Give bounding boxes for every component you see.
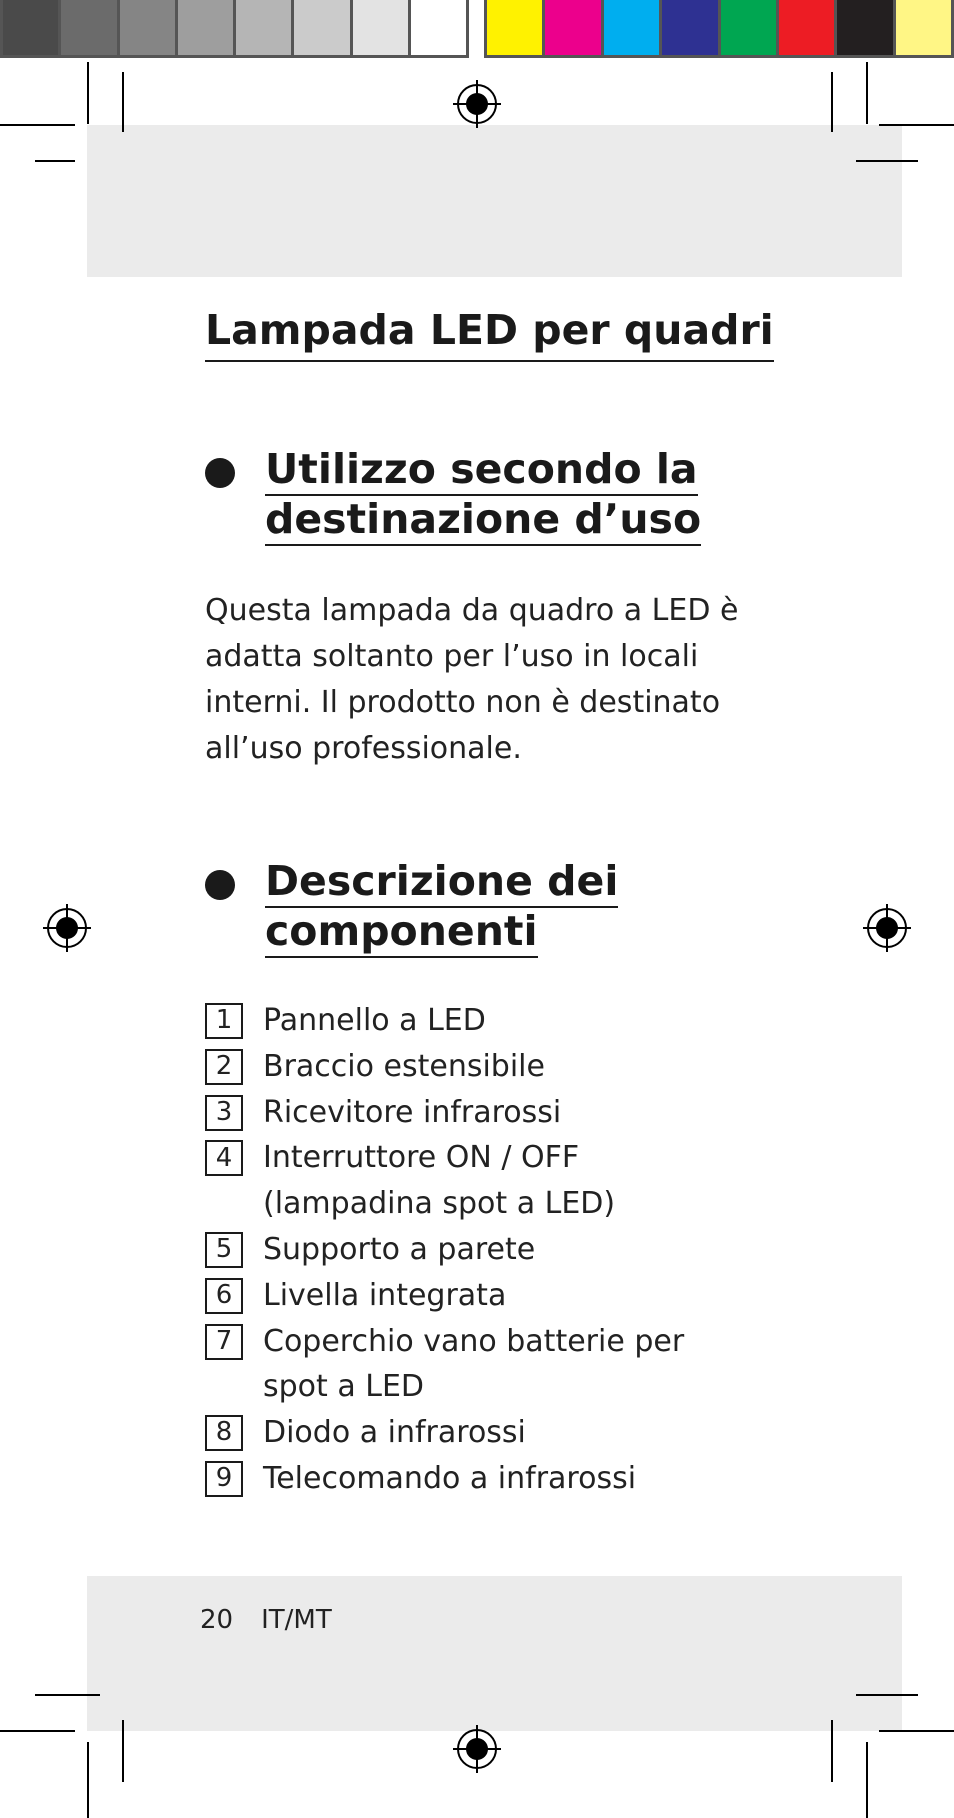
crop-mark <box>879 124 954 126</box>
section-heading-line: componenti <box>265 908 538 958</box>
intended-use-paragraph: Questa lampada da quadro a LED è adatta soltanto per l’uso in locali interni. Il prodotto non è destinato all’uso professionale. <box>205 593 739 766</box>
crop-mark <box>87 62 89 124</box>
section-heading-line: Descrizione dei <box>265 858 618 908</box>
item-label: Ricevitore infrarossi <box>263 1094 562 1130</box>
list-item <box>205 1135 765 1227</box>
green-swatch <box>721 0 779 55</box>
section-heading <box>265 446 701 546</box>
gray-swatch <box>294 0 352 55</box>
language-code: IT/MT <box>261 1605 332 1635</box>
list-item <box>205 1273 765 1319</box>
item-label: Supporto a parete <box>263 1231 536 1267</box>
page-number: 20 <box>200 1605 234 1635</box>
grayscale-calibration-bar <box>0 0 469 58</box>
crop-mark <box>0 1730 75 1732</box>
header-band <box>87 125 902 277</box>
gray-swatch <box>178 0 236 55</box>
crop-mark <box>856 1694 918 1696</box>
crop-mark <box>35 160 75 162</box>
crop-mark <box>866 62 868 124</box>
item-number-box: 6 <box>205 1278 243 1314</box>
section-heading <box>265 858 618 958</box>
item-number-box: 1 <box>205 1003 243 1039</box>
list-item <box>205 1456 765 1502</box>
gray-swatch <box>236 0 294 55</box>
crop-mark <box>0 124 75 126</box>
item-label: Livella integrata <box>263 1277 507 1313</box>
gray-swatch <box>353 0 411 55</box>
item-number-box: 2 <box>205 1049 243 1085</box>
registration-mark-icon <box>453 1725 501 1773</box>
bullet-icon <box>205 458 235 488</box>
list-item <box>205 1090 765 1136</box>
magenta-swatch <box>545 0 603 55</box>
item-label: Pannello a LED <box>263 1003 486 1038</box>
gray-swatch <box>411 0 466 55</box>
crop-mark <box>831 1720 833 1782</box>
light-yellow-swatch <box>896 0 951 55</box>
crop-mark <box>35 1694 100 1696</box>
crop-mark <box>831 72 833 132</box>
cyan-swatch <box>604 0 662 55</box>
list-item <box>205 1410 765 1456</box>
gray-swatch <box>120 0 178 55</box>
crop-mark <box>879 1730 954 1732</box>
gray-swatch <box>3 0 61 55</box>
item-label: Braccio estensibile <box>263 1048 545 1084</box>
bullet-icon <box>205 870 235 900</box>
item-number-box: 8 <box>205 1415 243 1451</box>
section-components <box>205 858 618 958</box>
components-list <box>205 998 765 1502</box>
list-item <box>205 1227 765 1273</box>
item-number-box: 4 <box>205 1140 243 1176</box>
item-label: Coperchio vano batterie per spot a LED <box>263 1323 685 1405</box>
crop-mark <box>122 72 124 132</box>
item-label: Diodo a infrarossi <box>263 1415 526 1451</box>
item-number-box: 9 <box>205 1461 243 1497</box>
section-heading-line: Utilizzo secondo la <box>265 446 698 496</box>
section-heading-line: destinazione d’uso <box>265 496 701 546</box>
list-item <box>205 1044 765 1090</box>
item-number-box: 5 <box>205 1232 243 1268</box>
registration-mark-icon <box>453 80 501 128</box>
page-footer <box>200 1605 332 1635</box>
crop-mark <box>122 1720 124 1782</box>
blue-swatch <box>662 0 720 55</box>
item-label: Telecomando a infrarossi <box>263 1460 637 1496</box>
item-number-box: 7 <box>205 1324 243 1360</box>
registration-mark-icon <box>43 904 91 952</box>
crop-mark <box>87 1742 89 1818</box>
red-swatch <box>779 0 837 55</box>
black-swatch <box>837 0 895 55</box>
list-item <box>205 998 765 1044</box>
page-title: Lampada LED per quadri <box>205 304 774 362</box>
item-number-box: 3 <box>205 1095 243 1131</box>
registration-mark-icon <box>863 904 911 952</box>
section-intended-use <box>205 446 701 546</box>
crop-mark <box>866 1742 868 1818</box>
gray-swatch <box>61 0 119 55</box>
crop-mark <box>856 160 918 162</box>
color-calibration-bar <box>484 0 954 58</box>
footer-band <box>87 1576 902 1731</box>
yellow-swatch <box>487 0 545 55</box>
item-label: Interruttore ON / OFF (lampadina spot a LED) <box>263 1140 616 1222</box>
list-item <box>205 1319 765 1411</box>
